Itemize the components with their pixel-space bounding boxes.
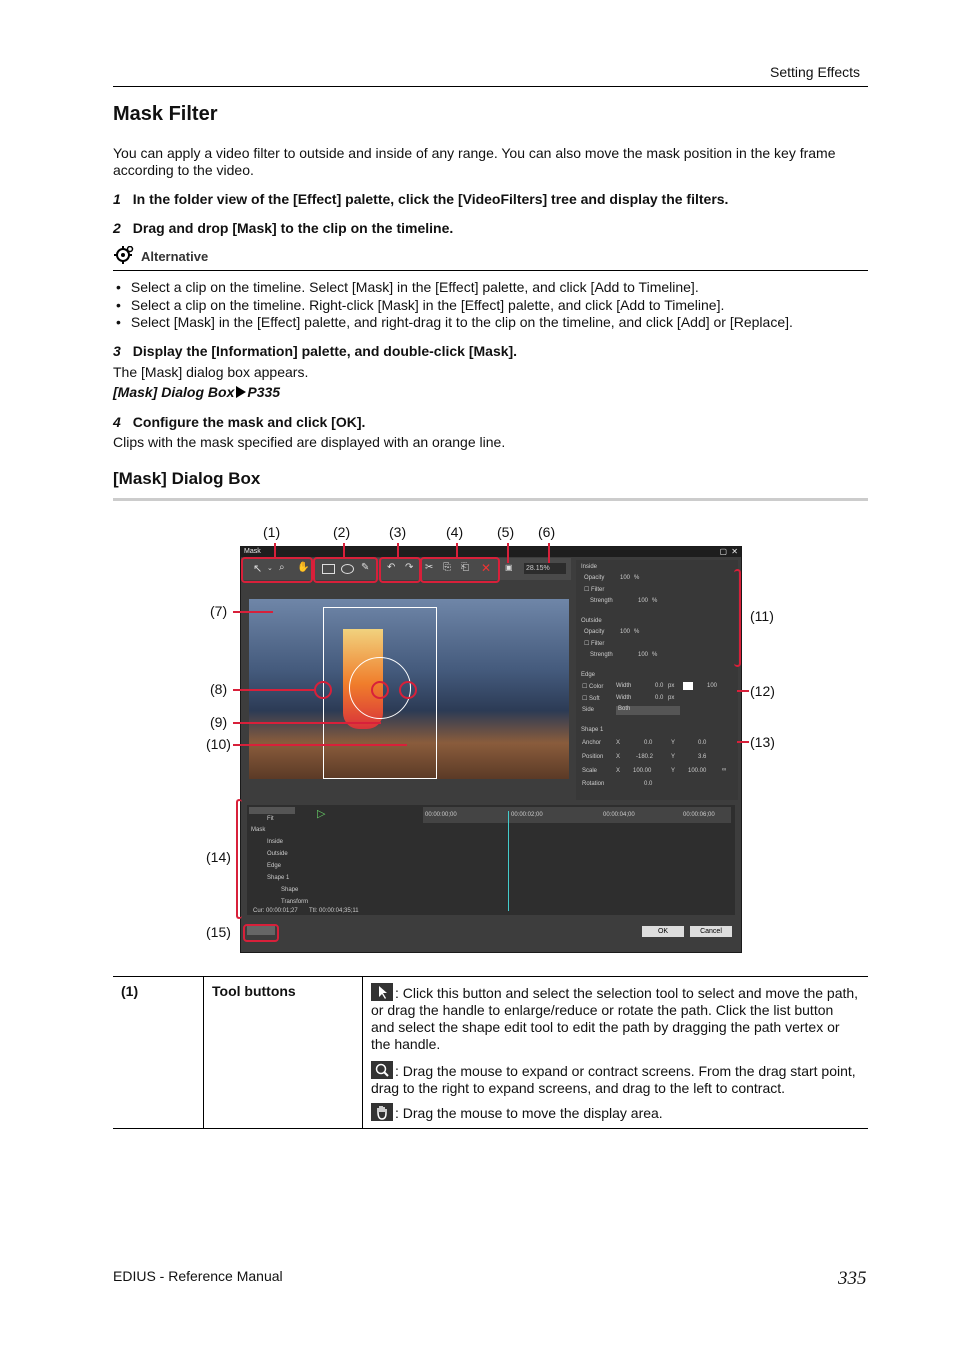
inside-opacity-unit: % <box>634 575 640 581</box>
dialog-titlebar <box>241 547 741 557</box>
zoom-select[interactable]: 28.15% <box>524 563 566 574</box>
position-y-label: Y <box>671 754 676 760</box>
callout-line-3 <box>397 543 399 557</box>
position-x-value[interactable]: -180.2 <box>636 754 654 760</box>
bullet-text: Select a clip on the timeline. Select [Mask] in the [Effect] palette, and click [Add to Timeline]. <box>130 279 699 295</box>
description-select <box>371 983 860 1053</box>
anchor-y-label: Y <box>671 740 676 746</box>
cut-icon[interactable]: ✂ <box>425 562 434 573</box>
definition-table <box>113 976 868 1129</box>
arrow-right-icon <box>235 386 246 398</box>
redo-icon[interactable]: ↷ <box>405 562 414 573</box>
rotation-value[interactable]: 0.0 <box>644 781 653 787</box>
callout-label-5: (5) <box>497 524 515 540</box>
maximize-icon[interactable]: ▢ <box>719 547 727 556</box>
tree-item[interactable]: Inside <box>267 839 284 845</box>
timecode: 00:00:04;00 <box>603 812 635 818</box>
outside-strength-value[interactable]: 100 <box>638 652 649 658</box>
anchor-y-value[interactable]: 0.0 <box>698 740 707 746</box>
outside-strength-label: Strength <box>590 652 613 658</box>
zoom-tool-icon <box>371 1061 393 1079</box>
edge-side-select[interactable]: Both <box>616 706 680 715</box>
ok-button[interactable]: OK <box>642 926 684 937</box>
edge-soft-checkbox[interactable]: ☐ Soft <box>582 696 600 702</box>
footer-manual-name: EDIUS - Reference Manual <box>113 1268 283 1284</box>
scale-y-value[interactable]: 100.00 <box>688 768 707 774</box>
callout-line-1 <box>274 543 276 557</box>
select-tool-icon <box>371 983 393 1001</box>
callout-line-2 <box>343 543 345 557</box>
hand-tool-icon[interactable]: ✋ <box>297 562 310 573</box>
alternative-rule <box>113 270 868 271</box>
description-hand <box>371 1103 860 1122</box>
callout-label-13: (13) <box>750 734 775 750</box>
callout-line-4 <box>456 543 458 557</box>
step-3-result: The [Mask] dialog box appears. <box>113 364 309 380</box>
zoom-tool-icon[interactable]: ⌕ <box>279 562 285 573</box>
edge-color-label: Color <box>589 684 604 690</box>
callout-label-12: (12) <box>750 683 775 699</box>
step-4-result: Clips with the mask specified are displayed with an orange line. <box>113 434 506 450</box>
callout-bracket-14 <box>236 799 242 919</box>
table-row <box>113 977 868 1129</box>
alternative-bullet: • Select a clip on the timeline. Select [Mask] in the [Effect] palette, and click [Add to Timeline]. <box>116 279 699 295</box>
page-title: Mask Filter <box>113 103 218 125</box>
outside-strength-unit: % <box>652 652 658 658</box>
callout-ring-10 <box>399 681 417 699</box>
position-y-value[interactable]: 3.6 <box>698 754 707 760</box>
inside-strength-value[interactable]: 100 <box>638 598 649 604</box>
settings-panel <box>576 560 738 800</box>
outside-filter-label: Filter <box>591 641 605 647</box>
inside-opacity-value[interactable]: 100 <box>620 575 631 581</box>
edge-color-width-value[interactable]: 0.0 <box>655 683 664 689</box>
callout-bracket-11 <box>734 569 741 667</box>
shape-group-label: Shape 1 <box>581 727 604 733</box>
inside-filter-label: Filter <box>591 587 605 593</box>
pen-tool-icon[interactable]: ✎ <box>361 562 370 573</box>
edge-color-checkbox[interactable]: ☐ Color <box>582 684 604 690</box>
link-scale-icon[interactable]: ∞ <box>722 767 727 773</box>
callout-line-12 <box>737 690 749 692</box>
callout-label-4: (4) <box>446 524 464 540</box>
step-number: 4 <box>113 414 121 430</box>
edge-soft-width-unit: px <box>668 695 675 701</box>
zoom-slider[interactable] <box>249 807 295 814</box>
edge-side-label: Side <box>582 707 595 713</box>
edge-soft-width-value[interactable]: 0.0 <box>655 695 664 701</box>
edge-soft-width-label: Width <box>616 695 632 701</box>
step-text: Drag and drop [Mask] to the clip on the timeline. <box>132 220 454 236</box>
callout-line-5 <box>507 543 509 563</box>
chevron-down-icon[interactable]: ⌄ <box>267 565 273 572</box>
tree-item[interactable]: Shape 1 <box>267 875 290 881</box>
link-text: [Mask] Dialog Box <box>113 384 235 400</box>
callout-line-10 <box>233 744 407 746</box>
step-text: Display the [Information] palette, and double-click [Mask]. <box>132 343 518 359</box>
cross-reference-link[interactable] <box>113 384 280 400</box>
callout-label-15: (15) <box>206 924 231 940</box>
tree-item[interactable]: Edge <box>267 863 282 869</box>
anchor-x-label: X <box>616 740 621 746</box>
anchor-label: Anchor <box>582 740 602 746</box>
callout-box-2 <box>313 557 378 583</box>
callout-ring-9 <box>371 681 389 699</box>
play-icon[interactable]: ▷ <box>317 808 326 820</box>
running-header: Setting Effects <box>770 64 861 80</box>
alternative-label: Alternative <box>141 249 209 264</box>
cancel-button[interactable]: Cancel <box>690 926 732 937</box>
tree-item[interactable]: Transform <box>281 899 309 905</box>
position-label: Position <box>582 754 604 760</box>
outside-group-label: Outside <box>581 618 602 624</box>
alternative-bullet: • Select [Mask] in the [Effect] palette, and right-drag it to the clip on the timeline, and click [Add] or [Replace]. <box>116 314 793 330</box>
callout-label-10: (10) <box>206 736 231 752</box>
edge-group-label: Edge <box>581 672 596 678</box>
inside-group-label: Inside <box>581 564 598 570</box>
inside-strength-label: Strength <box>590 598 613 604</box>
section-subtitle: [Mask] Dialog Box <box>113 469 261 488</box>
subtitle-rule <box>113 498 868 501</box>
bullet-text: Select a clip on the timeline. Right-click [Mask] in the [Effect] palette, and click [Add to Timeline]. <box>130 297 725 313</box>
playhead[interactable] <box>508 811 509 911</box>
copy-icon[interactable]: ⎘ <box>443 562 451 573</box>
scale-x-label: X <box>616 768 621 774</box>
callout-line-13 <box>737 741 749 743</box>
inside-strength-unit: % <box>652 598 658 604</box>
edge-soft-label: Soft <box>589 696 600 702</box>
step-number: 2 <box>113 220 121 236</box>
callout-label-1: (1) <box>263 524 281 540</box>
callout-line-8 <box>233 689 315 691</box>
callout-box-4 <box>420 557 500 583</box>
header-rule <box>113 86 868 87</box>
step-number: 1 <box>113 191 121 207</box>
total-timecode: Ttl: 00:00:04;35;11 <box>309 908 359 914</box>
item-number: (1) <box>113 977 204 1129</box>
step-text: In the folder view of the [Effect] palette, click the [VideoFilters] tree and display the filters. <box>132 191 729 207</box>
outside-opacity-unit: % <box>634 629 640 635</box>
rotation-label: Rotation <box>582 781 605 787</box>
callout-label-3: (3) <box>389 524 407 540</box>
bullet-text: Select [Mask] in the [Effect] palette, and right-drag it to the clip on the timeline, and click [Add] or [Replace]. <box>130 314 793 330</box>
callout-label-11: (11) <box>750 608 774 624</box>
fit-select[interactable]: Fit <box>267 816 274 822</box>
display-mode-icon[interactable]: ▣ <box>505 563 513 572</box>
step-4 <box>113 414 365 430</box>
description-text: : Drag the mouse to move the display area. <box>395 1105 663 1121</box>
hand-tool-icon <box>371 1103 393 1121</box>
current-timecode: Cur: 00:00:01;27 <box>253 908 298 914</box>
step-1 <box>113 191 728 207</box>
close-icon[interactable]: ✕ <box>731 547 738 556</box>
inside-opacity-label: Opacity <box>584 575 605 581</box>
callout-line-9 <box>233 722 381 724</box>
scale-label: Scale <box>582 768 598 774</box>
callout-label-2: (2) <box>333 524 351 540</box>
link-page: P335 <box>247 384 281 400</box>
anchor-x-value[interactable]: 0.0 <box>644 740 653 746</box>
description-zoom <box>371 1061 860 1097</box>
step-number: 3 <box>113 343 121 359</box>
position-x-label: X <box>616 754 621 760</box>
callout-box-15 <box>243 924 279 942</box>
timecode-ruler[interactable] <box>423 807 731 823</box>
outside-filter-checkbox[interactable]: ☐ Filter <box>584 641 605 647</box>
edge-percent[interactable]: 100 <box>707 683 718 689</box>
timecode: 00:00:02;00 <box>511 812 543 818</box>
outside-opacity-value[interactable]: 100 <box>620 629 631 635</box>
paste-icon[interactable]: ⎗ <box>461 562 469 573</box>
callout-box-3 <box>379 557 421 583</box>
scale-x-value[interactable]: 100.00 <box>633 768 652 774</box>
description-text: : Drag the mouse to expand or contract screens. From the drag start point, drag to the right to expand screens, and drag to the left to contract. <box>371 1063 856 1096</box>
timeline-panel <box>247 805 735 915</box>
scale-y-label: Y <box>671 768 676 774</box>
alternative-bullet: • Select a clip on the timeline. Right-click [Mask] in the [Effect] palette, and click [Add to Timeline]. <box>116 297 725 313</box>
callout-ring-8 <box>314 681 332 699</box>
inside-filter-checkbox[interactable]: ☐ Filter <box>584 587 605 593</box>
intro-paragraph: You can apply a video filter to outside and inside of any range. You can also move the mask position in the key frame according to the video. <box>113 145 836 178</box>
delete-icon[interactable]: ✕ <box>481 561 492 575</box>
outside-opacity-label: Opacity <box>584 629 605 635</box>
callout-label-8: (8) <box>210 681 228 697</box>
dialog-title: Mask <box>244 548 261 555</box>
callout-line-6 <box>548 543 550 563</box>
callout-line-7 <box>233 611 273 613</box>
callout-label-14: (14) <box>206 849 231 865</box>
description-text: : Click this button and select the selection tool to select and move the path, or drag the handle to enlarge/reduce or rotate the path. Click the list button and select the shape edit tool to edit the path by dragging the path vertex or the handle. <box>371 985 859 1052</box>
item-name: Tool buttons <box>204 977 363 1129</box>
tree-item[interactable]: Outside <box>267 851 288 857</box>
callout-label-6: (6) <box>538 524 556 540</box>
item-description <box>363 977 869 1129</box>
edge-color-swatch[interactable] <box>683 682 693 690</box>
timecode: 00:00:00;00 <box>425 812 457 818</box>
select-tool-icon[interactable]: ↖ <box>253 563 263 575</box>
edge-color-width-label: Width <box>616 683 632 689</box>
gear-icon <box>114 246 134 264</box>
callout-label-7: (7) <box>210 603 228 619</box>
step-text: Configure the mask and click [OK]. <box>132 414 366 430</box>
tree-item[interactable]: Mask <box>251 827 266 833</box>
timecode: 00:00:06;00 <box>683 812 715 818</box>
edge-color-width-unit: px <box>668 683 675 689</box>
callout-label-9: (9) <box>210 714 228 730</box>
undo-icon[interactable]: ↶ <box>387 562 396 573</box>
callout-box-1 <box>241 557 313 583</box>
step-2 <box>113 220 453 236</box>
step-3 <box>113 343 517 359</box>
mask-dialog-screenshot <box>240 546 742 953</box>
page-number: 335 <box>838 1268 867 1289</box>
tree-item[interactable]: Shape <box>281 887 299 893</box>
